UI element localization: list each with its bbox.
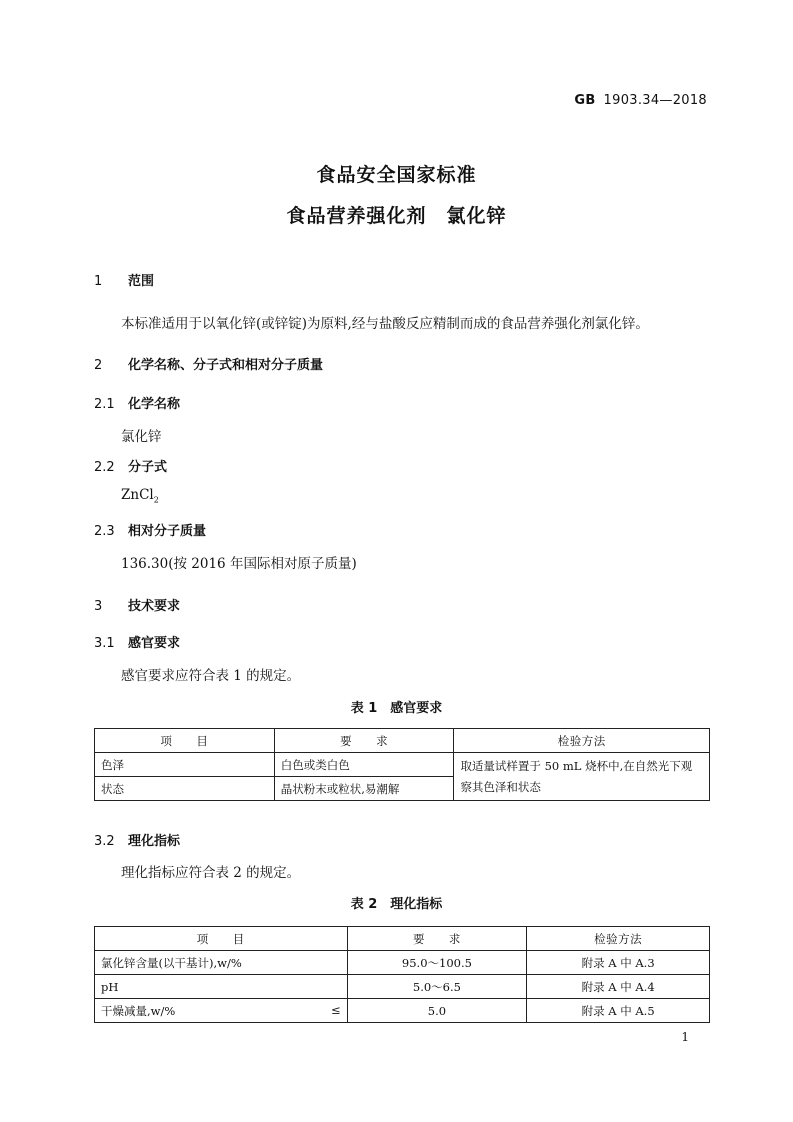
table-2-caption: 表 2 理化指标 bbox=[350, 897, 443, 912]
section-number: 2.2 bbox=[94, 460, 115, 475]
column-header: 检验方法 bbox=[454, 729, 710, 753]
section-title: 相对分子质量 bbox=[128, 524, 207, 539]
section-number: 2.3 bbox=[94, 524, 115, 539]
table-2 bbox=[94, 926, 710, 1023]
section-3-2-heading bbox=[94, 830, 180, 849]
item-label: 干燥减量,w/% bbox=[101, 1003, 176, 1018]
requirement-cell: 5.0～6.5 bbox=[347, 975, 527, 999]
section-number: 3.1 bbox=[94, 636, 115, 651]
item-cell bbox=[95, 975, 348, 999]
section-3-1-text: 感官要求应符合表 1 的规定。 bbox=[121, 668, 301, 684]
section-number: 3 bbox=[94, 599, 103, 614]
section-2-1-heading bbox=[94, 393, 180, 412]
table-1 bbox=[94, 728, 710, 801]
section-3-2-text: 理化指标应符合表 2 的规定。 bbox=[121, 865, 301, 881]
section-2-3-text: 136.30(按 2016 年国际相对原子质量) bbox=[121, 556, 357, 572]
section-title: 技术要求 bbox=[128, 599, 181, 614]
item-label: 氯化锌含量(以干基计),w/% bbox=[101, 955, 242, 970]
table-row bbox=[95, 975, 710, 999]
requirement-cell: 白色或类白色 bbox=[274, 753, 454, 777]
column-header: 要 求 bbox=[347, 927, 527, 951]
item-cell bbox=[95, 999, 348, 1023]
section-title: 化学名称、分子式和相对分子质量 bbox=[128, 358, 324, 373]
section-title: 化学名称 bbox=[128, 397, 181, 412]
table-row bbox=[95, 951, 710, 975]
method-cell: 附录 A 中 A.5 bbox=[527, 999, 710, 1023]
section-number: 2 bbox=[94, 358, 103, 373]
column-header: 项 目 bbox=[95, 927, 348, 951]
section-title: 理化指标 bbox=[128, 834, 181, 849]
section-title: 分子式 bbox=[128, 460, 168, 475]
formula-main: ZnCl bbox=[121, 487, 154, 503]
section-number: 1 bbox=[94, 274, 103, 289]
section-2-3-heading bbox=[94, 520, 206, 539]
molecular-formula bbox=[121, 487, 159, 505]
section-title: 感官要求 bbox=[128, 636, 181, 651]
section-2-2-heading bbox=[94, 456, 167, 475]
table-row bbox=[95, 753, 710, 777]
requirement-cell: 晶状粉末或粒状,易潮解 bbox=[274, 777, 454, 801]
item-cell: 色泽 bbox=[95, 753, 275, 777]
requirement-cell: 5.0 bbox=[347, 999, 527, 1023]
standard-prefix: GB bbox=[574, 93, 596, 108]
section-1-heading bbox=[94, 270, 154, 289]
section-title: 范围 bbox=[128, 274, 155, 289]
page-number: 1 bbox=[681, 1030, 689, 1044]
method-cell: 附录 A 中 A.3 bbox=[527, 951, 710, 975]
section-number: 2.1 bbox=[94, 397, 115, 412]
column-header: 要 求 bbox=[274, 729, 454, 753]
section-2-1-text: 氯化锌 bbox=[121, 429, 162, 445]
table-header-row bbox=[95, 927, 710, 951]
section-1-text: 本标准适用于以氧化锌(或锌锭)为原料,经与盐酸反应精制而成的食品营养强化剂氯化锌。 bbox=[121, 316, 649, 332]
section-3-heading bbox=[94, 595, 180, 614]
item-cell bbox=[95, 951, 348, 975]
requirement-cell: 95.0～100.5 bbox=[347, 951, 527, 975]
section-number: 3.2 bbox=[94, 834, 115, 849]
standard-number: 1903.34—2018 bbox=[603, 93, 707, 108]
standard-code bbox=[574, 93, 707, 108]
column-header: 项 目 bbox=[95, 729, 275, 753]
doc-title-line1: 食品安全国家标准 bbox=[316, 164, 477, 186]
table-1-caption: 表 1 感官要求 bbox=[350, 701, 443, 716]
section-3-1-heading bbox=[94, 632, 180, 651]
column-header: 检验方法 bbox=[527, 927, 710, 951]
section-2-heading bbox=[94, 354, 323, 373]
formula-subscript: 2 bbox=[153, 495, 159, 505]
method-cell: 附录 A 中 A.4 bbox=[527, 975, 710, 999]
method-cell: 取适量试样置于 50 mL 烧杯中,在自然光下观察其色泽和状态 bbox=[454, 753, 710, 801]
item-cell: 状态 bbox=[95, 777, 275, 801]
less-or-equal-symbol: ≤ bbox=[330, 1002, 341, 1017]
item-label: pH bbox=[101, 979, 119, 994]
doc-title-line2: 食品营养强化剂 氯化锌 bbox=[286, 205, 507, 227]
table-header-row bbox=[95, 729, 710, 753]
table-row bbox=[95, 999, 710, 1023]
